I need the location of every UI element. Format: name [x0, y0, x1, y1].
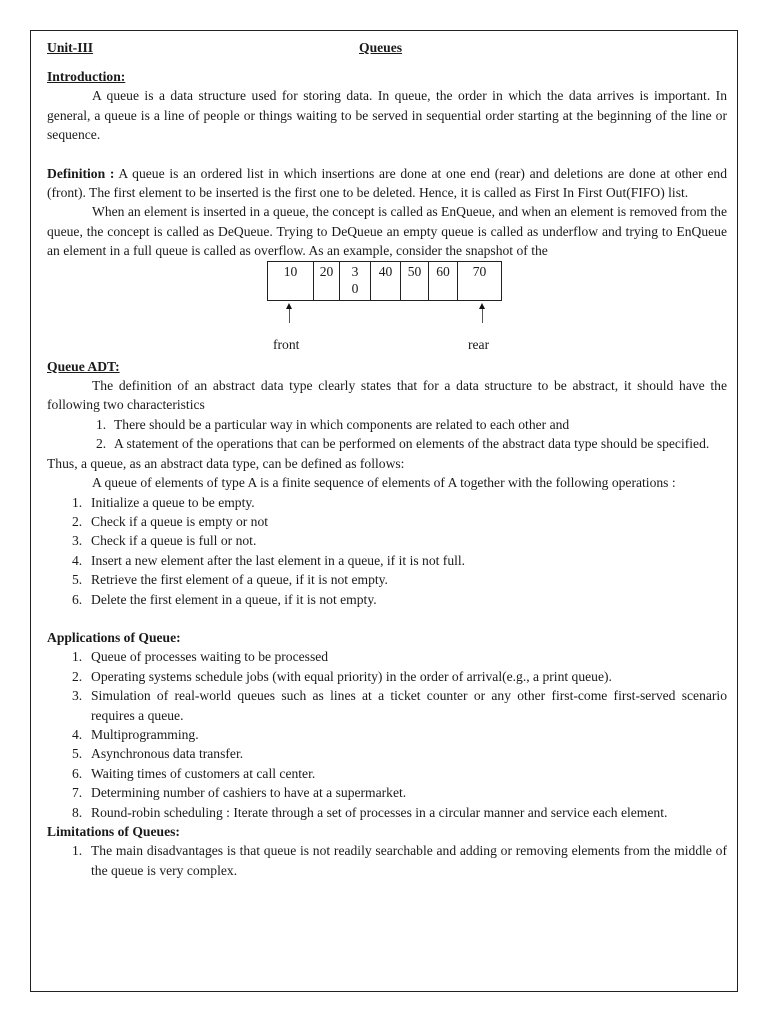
limitations-heading: Limitations of Queues:	[47, 824, 180, 839]
limitations-list	[47, 841, 727, 880]
page-title: Queues	[359, 40, 403, 55]
queue-cell: 10	[268, 262, 314, 300]
queue-cell: 50	[401, 262, 429, 300]
list-item: 8. Round-robin scheduling : Iterate through a set of processes in a circular manner and service each element.	[72, 804, 668, 820]
list-item: 6. Delete the first element in a queue, if it is not empty.	[72, 591, 377, 607]
front-arrow-line	[289, 309, 290, 323]
intro-heading: Introduction:	[47, 69, 126, 84]
list-item: 1. Initialize a queue to be empty.	[72, 494, 255, 510]
applications-list	[47, 647, 727, 822]
rear-arrow-line	[482, 309, 483, 323]
list-item: 4. Insert a new element after the last element in a queue, if it is not full.	[72, 552, 466, 568]
front-label: front	[273, 336, 300, 352]
document-content	[47, 38, 727, 880]
adt-thus: Thus, a queue, as an abstract data type, can be defined as follows:	[47, 455, 405, 471]
unit-label: Unit-III	[47, 40, 94, 55]
list-item: 6. Waiting times of customers at call center.	[72, 765, 316, 781]
list-item: 2. Operating systems schedule jobs (with equal priority) in the order of arrival(e.g., a print queue).	[72, 668, 612, 684]
list-item: 1. There should be a particular way in which components are related to each other and	[96, 416, 570, 432]
queue-cell: 3 0	[340, 262, 371, 300]
definition-paragraph	[47, 164, 727, 203]
list-item: 1. The main disadvantages is that queue is not readily searchable and adding or removing elements from the middle of the queue is very complex.	[72, 843, 727, 878]
adt-text: The definition of an abstract data type clearly states that for a data structure to be abstract, it should have the following two characteristics	[47, 378, 727, 413]
list-item: 5. Asynchronous data transfer.	[72, 746, 244, 762]
adt-para: A queue of elements of type A is a finite sequence of elements of A together with the following operations :	[92, 475, 676, 491]
title-row	[47, 38, 727, 57]
list-item: 3. Check if a queue is full or not.	[72, 533, 257, 549]
queue-diagram	[47, 261, 727, 357]
list-item: 2. Check if a queue is empty or not	[72, 513, 269, 529]
list-item: 4. Multiprogramming.	[72, 726, 199, 742]
enqueue-paragraph: When an element is inserted in a queue, the concept is called as EnQueue, and when an element is removed from the queue, the concept is called as DeQueue. Trying to DeQueue an empty queue is called as underflow and trying to EnQueue an element in a full queue is called as overflow. As an example, consider the snapshot of the	[47, 204, 727, 259]
list-item: 7. Determining number of cashiers to have at a supermarket.	[72, 785, 407, 801]
queue-cell: 40	[371, 262, 401, 300]
queue-box	[267, 261, 502, 301]
list-item: 2. A statement of the operations that can be performed on elements of the abstract data type should be specified.	[96, 436, 710, 452]
adt-operations-list	[47, 493, 727, 609]
list-item: 5. Retrieve the first element of a queue, if it is not empty.	[72, 572, 388, 588]
queue-cell: 60	[429, 262, 458, 300]
intro-text: A queue is a data structure used for storing data. In queue, the order in which the data arrives is important. In general, a queue is a line of people or things waiting to be served in sequential order starting at the beginning of the line or sequence.	[47, 88, 727, 143]
adt-heading: Queue ADT:	[47, 358, 120, 374]
list-item: 1. Queue of processes waiting to be processed	[72, 649, 329, 665]
rear-label: rear	[468, 336, 490, 352]
definition-label: Definition :	[47, 165, 115, 181]
adt-characteristics-list	[47, 415, 727, 454]
queue-cell: 70	[472, 263, 487, 279]
definition-text: A queue is an ordered list in which insertions are done at one end (rear) and deletions are done at other end (front). The first element to be inserted is the first one to be deleted. Hence, it is called as First In First Out(FIFO) list.	[47, 165, 728, 201]
document-page	[30, 30, 738, 992]
list-item: 3. Simulation of real-world queues such as lines at a ticket counter or any other first-come first-served scenario requires a queue.	[72, 688, 727, 723]
queue-cell: 20	[314, 262, 340, 300]
applications-heading: Applications of Queue:	[47, 629, 181, 645]
